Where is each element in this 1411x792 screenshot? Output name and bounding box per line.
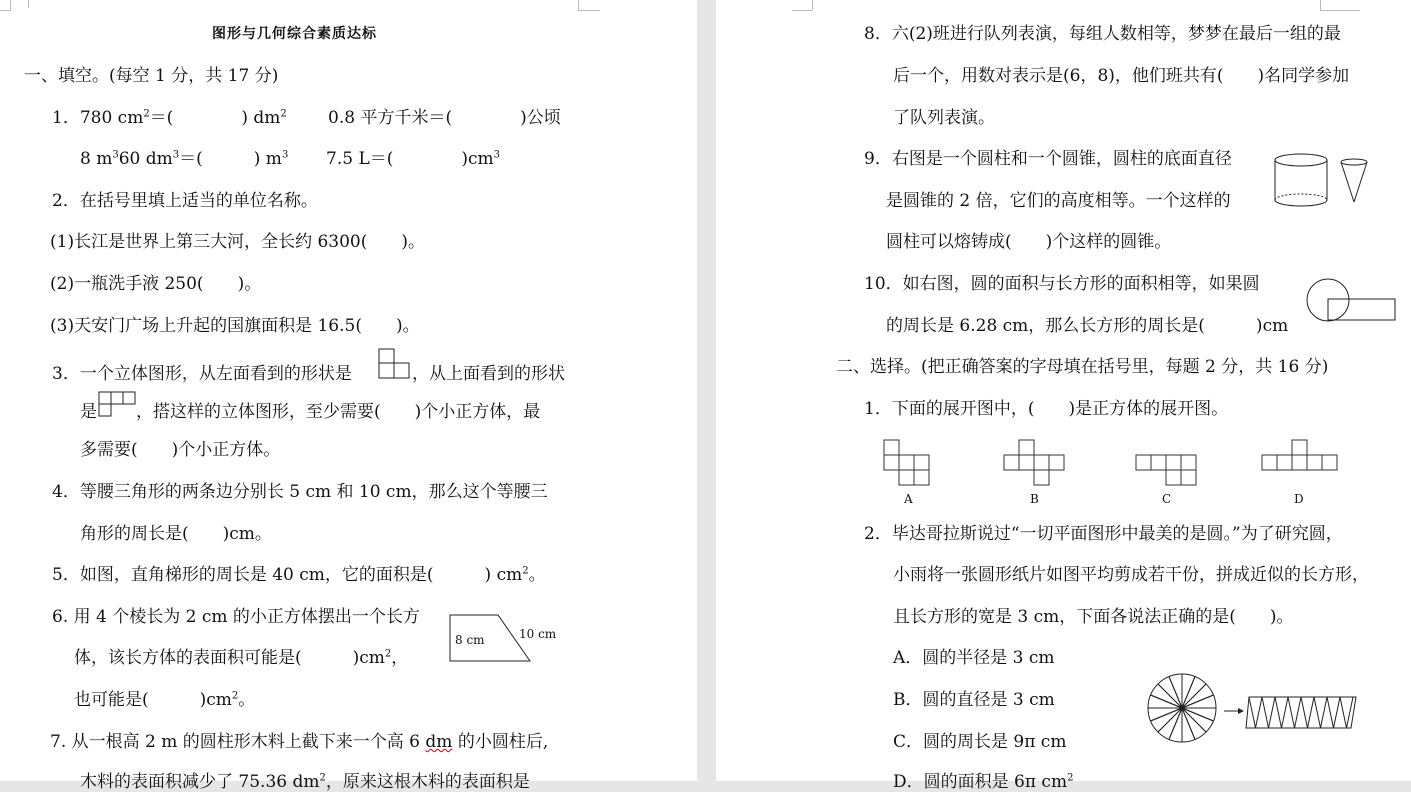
page-title: 图形与几何综合素质达标 xyxy=(212,26,377,42)
top-view-figure xyxy=(98,391,136,417)
choice-2-option-d: D．圆的面积是 6π $cm^2$ xyxy=(893,772,1074,792)
left-view-figure xyxy=(378,348,410,380)
page-corner-mark xyxy=(578,0,579,10)
question-10-line-1: 10．如右图，圆的面积与长方形的面积相等，如果圆 xyxy=(864,274,1260,294)
cube-net-d-figure xyxy=(1260,438,1338,486)
question-1-line-1: 1．780 $cm^2=$( ) $dm^2$ xyxy=(52,108,287,128)
question-8-line-3: 了队列表演。 xyxy=(893,108,995,128)
question-2-part-1: (1)长江是世界上第三大河，全长约 6300( )。 xyxy=(50,232,426,252)
page-corner-mark xyxy=(578,10,600,11)
cube-net-b-label: B xyxy=(1030,492,1039,506)
cylinder-and-cone-figure xyxy=(1272,150,1370,210)
question-3-line-1b: ，从上面看到的形状 xyxy=(412,364,565,384)
question-3-line-2a: 是 xyxy=(80,402,97,422)
cube-net-b-figure xyxy=(1002,438,1066,486)
question-6-line-2: 体，该长方体的表面积可能是( )$cm^2$， xyxy=(74,648,409,668)
question-8-line-1: 8．六(2)班进行队列表演，每组人数相等，梦梦在最后一组的最 xyxy=(864,24,1341,44)
choice-2-option-c: C．圆的周长是 9π cm xyxy=(893,732,1067,752)
question-7-line-2: 木料的表面积减少了 75.36 $dm^2$，原来这根木料的表面积是 xyxy=(80,772,530,792)
question-10-line-2: 的周长是 6.28 cm，那么长方形的周长是( )cm xyxy=(886,316,1289,336)
question-9-line-1: 9．右图是一个圆柱和一个圆锥，圆柱的底面直径 xyxy=(864,149,1232,169)
question-6-line-1: 6. 用 4 个棱长为 2 cm 的小正方体摆出一个长方 xyxy=(52,607,420,627)
choice-2-line-1: 2．毕达哥拉斯说过“一切平面图形中最美的是圆。”为了研究圆， xyxy=(864,524,1343,544)
page-corner-mark xyxy=(28,0,29,8)
choice-2-option-a: A．圆的半径是 3 cm xyxy=(893,648,1055,668)
question-9-line-3: 圆柱可以熔铸成( )个这样的圆锥。 xyxy=(886,232,1172,252)
right-page xyxy=(716,0,1411,792)
choice-1-stem: 1．下面的展开图中，( )是正方体的展开图。 xyxy=(864,399,1229,419)
question-2-part-3: (3)天安门广场上升起的国旗面积是 16.5( )。 xyxy=(50,316,420,336)
question-8-line-2: 后一个，用数对表示是(6，8)，他们班共有( )名同学参加 xyxy=(893,66,1350,86)
cube-net-a-label: A xyxy=(904,492,913,506)
page-corner-mark xyxy=(812,0,813,10)
question-6-line-3: 也可能是( )$cm^2$。 xyxy=(74,690,256,710)
circle-and-rectangle-figure xyxy=(1304,275,1398,325)
question-1-line-2: 8 $m^360$ $dm^3=$( ) $m^3$ xyxy=(80,149,289,169)
section-heading-choice: 二、选择。(把正确答案的字母填在括号里，每题 2 分，共 16 分) xyxy=(836,357,1329,377)
question-2-part-2: (2)一瓶洗手液 250( )。 xyxy=(50,274,262,294)
section-heading-fill-blank: 一、填空。(每空 1 分，共 17 分) xyxy=(24,66,279,86)
page-corner-mark xyxy=(1320,0,1321,10)
cube-net-a-figure xyxy=(882,438,932,486)
question-4-line-2: 角形的周长是( )cm。 xyxy=(80,524,272,544)
trapezoid-left-label: 8 cm xyxy=(455,633,485,647)
choice-2-line-2: 小雨将一张圆形纸片如图平均剪成若干份，拼成近似的长方形， xyxy=(893,565,1369,585)
question-5: 5．如图，直角梯形的周长是 40 cm，它的面积是( ) $cm^2$。 xyxy=(52,565,546,585)
left-page xyxy=(0,0,697,792)
question-1-line-1b: 0.8 平方千米＝( )公顷 xyxy=(328,108,561,128)
question-2-stem: 2．在括号里填上适当的单位名称。 xyxy=(52,191,318,211)
choice-2-line-3: 且长方形的宽是 3 cm，下面各说法正确的是( )。 xyxy=(893,607,1294,627)
question-3-line-1a: 3．一个立体图形，从左面看到的形状是 xyxy=(52,364,352,384)
question-4-line-1: 4．等腰三角形的两条边分别长 5 cm 和 10 cm，那么这个等腰三 xyxy=(52,482,548,502)
question-3-line-2b: ，搭这样的立体图形，至少需要( )个小正方体，最 xyxy=(136,402,541,422)
question-1-line-2b: 7.5 L＝( )$cm^3$ xyxy=(326,149,501,169)
question-9-line-2: 是圆锥的 2 倍，它们的高度相等。一个这样的 xyxy=(886,191,1231,211)
circle-to-rectangle-figure xyxy=(1146,670,1361,750)
question-3-line-3: 多需要( )个小正方体。 xyxy=(80,440,281,460)
cube-net-d-label: D xyxy=(1294,492,1304,506)
page-corner-mark xyxy=(792,10,812,11)
choice-2-option-b: B．圆的直径是 3 cm xyxy=(893,690,1055,710)
trapezoid-right-label: 10 cm xyxy=(519,627,557,641)
sector-zigzag xyxy=(1249,697,1353,728)
page-corner-mark xyxy=(1320,10,1360,11)
question-7-line-1: 7. 从一根高 2 m 的圆柱形木料上截下来一个高 6 dm 的小圆柱后, xyxy=(50,732,549,752)
cube-net-c-figure xyxy=(1134,438,1198,486)
cube-net-c-label: C xyxy=(1162,492,1172,506)
page-corner-mark xyxy=(0,0,11,11)
